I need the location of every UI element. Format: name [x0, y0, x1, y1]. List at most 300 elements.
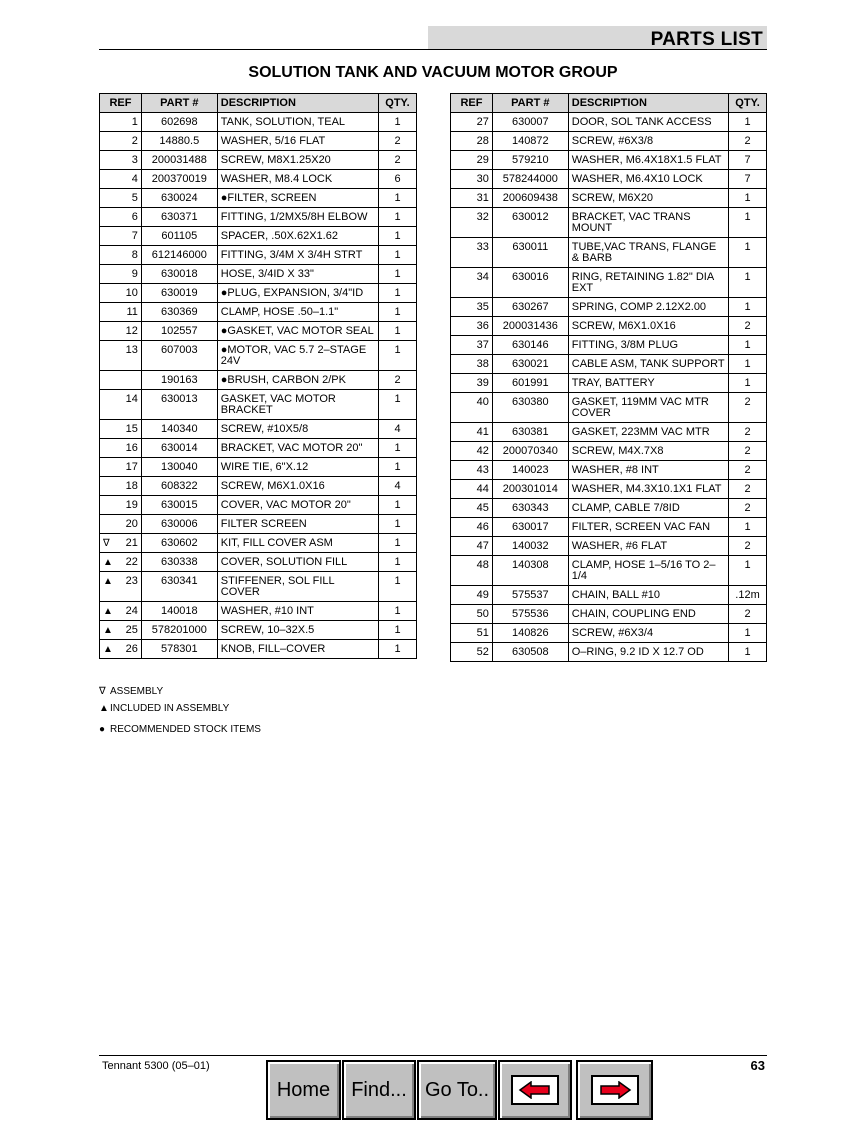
page-number: 63	[750, 1058, 765, 1073]
ref-cell: ▲ 22	[100, 553, 142, 572]
assembly-symbol-icon: ∇	[103, 538, 110, 549]
table-row	[451, 336, 767, 355]
description-cell: SPACER, .50X.62X1.62	[217, 227, 378, 246]
description-cell: ●PLUG, EXPANSION, 3/4"ID	[217, 284, 378, 303]
qty-cell: 1	[379, 322, 417, 341]
ref-cell: 49	[451, 586, 493, 605]
legend-item-stock: ● RECOMMENDED STOCK ITEMS	[99, 724, 261, 735]
ref-cell: 13	[100, 341, 142, 371]
part-cell: 630602	[141, 534, 217, 553]
ref-cell: 15	[100, 420, 142, 439]
part-cell: 578301	[141, 640, 217, 659]
ref-cell	[100, 371, 142, 390]
table-row	[100, 602, 417, 621]
part-cell: 602698	[141, 113, 217, 132]
part-cell: 630338	[141, 553, 217, 572]
table-row	[451, 298, 767, 317]
ref-cell: 36	[451, 317, 493, 336]
part-cell: 630380	[492, 393, 568, 423]
ref-cell: 7	[100, 227, 142, 246]
part-cell: 630267	[492, 298, 568, 317]
ref-cell: 38	[451, 355, 493, 374]
table-row	[100, 371, 417, 390]
qty-cell: 1	[379, 189, 417, 208]
qty-cell: 2	[729, 393, 767, 423]
table-row	[451, 189, 767, 208]
ref-cell: 30	[451, 170, 493, 189]
qty-cell: 1	[379, 439, 417, 458]
description-cell: ●BRUSH, CARBON 2/PK	[217, 371, 378, 390]
part-cell: 612146000	[141, 246, 217, 265]
qty-cell: 1	[729, 624, 767, 643]
table-row	[100, 458, 417, 477]
col-qty: QTY.	[379, 94, 417, 113]
page-title: SOLUTION TANK AND VACUUM MOTOR GROUP	[248, 64, 618, 81]
description-cell: WASHER, M4.3X10.1X1 FLAT	[568, 480, 728, 499]
table-row	[451, 317, 767, 336]
description-cell: WASHER, #8 INT	[568, 461, 728, 480]
right-arrow-icon	[591, 1075, 639, 1105]
qty-cell: 2	[729, 132, 767, 151]
description-cell: FITTING, 3/8M PLUG	[568, 336, 728, 355]
part-cell: 630508	[492, 643, 568, 662]
part-cell: 140340	[141, 420, 217, 439]
part-cell: 140023	[492, 461, 568, 480]
qty-cell: 2	[379, 132, 417, 151]
description-cell: WASHER, M8.4 LOCK	[217, 170, 378, 189]
part-cell: 200031436	[492, 317, 568, 336]
description-cell: KNOB, FILL–COVER	[217, 640, 378, 659]
triangle-icon: ▲	[103, 606, 113, 617]
part-cell: 601105	[141, 227, 217, 246]
part-cell: 579210	[492, 151, 568, 170]
qty-cell: 1	[729, 374, 767, 393]
ref-cell: 1	[100, 113, 142, 132]
part-cell: 630017	[492, 518, 568, 537]
description-cell: GASKET, VAC MOTOR BRACKET	[217, 390, 378, 420]
ref-cell: 37	[451, 336, 493, 355]
ref-cell: 43	[451, 461, 493, 480]
triangle-icon: ▲	[103, 644, 113, 655]
description-cell: KIT, FILL COVER ASM	[217, 534, 378, 553]
qty-cell: .12m	[729, 586, 767, 605]
table-row	[451, 355, 767, 374]
qty-cell: 1	[729, 518, 767, 537]
table-row	[451, 537, 767, 556]
legend-item-assembly: ∇ ASSEMBLY	[99, 686, 164, 697]
part-cell: 200031488	[141, 151, 217, 170]
header-title: PARTS LIST	[650, 29, 763, 50]
part-cell: 578244000	[492, 170, 568, 189]
table-row	[451, 208, 767, 238]
table-row	[100, 439, 417, 458]
table-row	[100, 621, 417, 640]
ref-cell: 42	[451, 442, 493, 461]
qty-cell: 1	[379, 602, 417, 621]
ref-cell: 32	[451, 208, 493, 238]
table-row	[451, 442, 767, 461]
qty-cell: 1	[379, 246, 417, 265]
ref-cell: ∇ 21	[100, 534, 142, 553]
description-cell: WASHER, M6.4X18X1.5 FLAT	[568, 151, 728, 170]
footer-doc: Tennant 5300 (05–01)	[102, 1060, 210, 1072]
table-row	[100, 132, 417, 151]
description-cell: TRAY, BATTERY	[568, 374, 728, 393]
table-row	[100, 322, 417, 341]
description-cell: SCREW, M8X1.25X20	[217, 151, 378, 170]
description-cell: RING, RETAINING 1.82" DIA EXT	[568, 268, 728, 298]
description-cell: HOSE, 3/4ID X 33"	[217, 265, 378, 284]
description-cell: SCREW, 10–32X.5	[217, 621, 378, 640]
description-cell: WIRE TIE, 6"X.12	[217, 458, 378, 477]
table-header-row	[100, 94, 417, 113]
ref-cell: 17	[100, 458, 142, 477]
qty-cell: 1	[729, 208, 767, 238]
ref-cell: ▲ 25	[100, 621, 142, 640]
goto-button[interactable]: Go To..	[417, 1060, 497, 1120]
ref-cell: 34	[451, 268, 493, 298]
ref-cell: 46	[451, 518, 493, 537]
part-cell: 14880.5	[141, 132, 217, 151]
part-cell: 630006	[141, 515, 217, 534]
ref-cell: 12	[100, 322, 142, 341]
col-description: DESCRIPTION	[217, 94, 378, 113]
ref-cell: 8	[100, 246, 142, 265]
qty-cell: 1	[729, 238, 767, 268]
table-row	[451, 374, 767, 393]
table-row	[100, 534, 417, 553]
ref-cell: 18	[100, 477, 142, 496]
qty-cell: 7	[729, 151, 767, 170]
description-cell: BRACKET, VAC MOTOR 20"	[217, 439, 378, 458]
table-row	[100, 170, 417, 189]
table-row	[100, 227, 417, 246]
qty-cell: 2	[729, 537, 767, 556]
description-cell: SCREW, M4X.7X8	[568, 442, 728, 461]
qty-cell: 1	[379, 341, 417, 371]
table-row	[100, 420, 417, 439]
ref-cell: 51	[451, 624, 493, 643]
part-cell: 630011	[492, 238, 568, 268]
description-cell: BRACKET, VAC TRANS MOUNT	[568, 208, 728, 238]
left-arrow-icon	[511, 1075, 559, 1105]
qty-cell: 2	[729, 442, 767, 461]
table-row	[451, 170, 767, 189]
description-cell: ●GASKET, VAC MOTOR SEAL	[217, 322, 378, 341]
bullet-icon: ●	[99, 724, 106, 735]
ref-cell: 16	[100, 439, 142, 458]
qty-cell: 1	[379, 390, 417, 420]
description-cell: TANK, SOLUTION, TEAL	[217, 113, 378, 132]
col-ref: REF	[100, 94, 142, 113]
previous-page-button[interactable]	[498, 1060, 572, 1120]
part-cell: 200609438	[492, 189, 568, 208]
table-row	[100, 477, 417, 496]
table-row	[451, 238, 767, 268]
description-cell: FILTER, SCREEN VAC FAN	[568, 518, 728, 537]
ref-cell: 19	[100, 496, 142, 515]
description-cell: CHAIN, BALL #10	[568, 586, 728, 605]
legend-item-included: ▲INCLUDED IN ASSEMBLY	[99, 703, 230, 714]
part-cell: 200301014	[492, 480, 568, 499]
col-part: PART #	[141, 94, 217, 113]
qty-cell: 1	[379, 515, 417, 534]
part-cell: 200370019	[141, 170, 217, 189]
ref-cell: ▲ 23	[100, 572, 142, 602]
table-row	[451, 605, 767, 624]
part-cell: 608322	[141, 477, 217, 496]
table-row	[100, 246, 417, 265]
part-cell: 575537	[492, 586, 568, 605]
qty-cell: 2	[379, 371, 417, 390]
ref-cell: 50	[451, 605, 493, 624]
part-cell: 200070340	[492, 442, 568, 461]
part-cell: 630024	[141, 189, 217, 208]
part-cell: 102557	[141, 322, 217, 341]
part-cell: 630021	[492, 355, 568, 374]
col-part: PART #	[492, 94, 568, 113]
parts-table-right	[450, 93, 767, 662]
table-row	[100, 208, 417, 227]
table-row	[451, 113, 767, 132]
description-cell: CLAMP, HOSE .50–1.1"	[217, 303, 378, 322]
ref-cell: 31	[451, 189, 493, 208]
triangle-icon: ▲	[99, 703, 109, 714]
qty-cell: 1	[379, 621, 417, 640]
description-cell: SPRING, COMP 2.12X2.00	[568, 298, 728, 317]
ref-cell: 45	[451, 499, 493, 518]
qty-cell: 1	[729, 336, 767, 355]
table-row	[100, 572, 417, 602]
footer-rule	[99, 1055, 767, 1056]
qty-cell: 4	[379, 477, 417, 496]
ref-cell: ▲ 26	[100, 640, 142, 659]
description-cell: CHAIN, COUPLING END	[568, 605, 728, 624]
table-header-row	[451, 94, 767, 113]
description-cell: GASKET, 223MM VAC MTR	[568, 423, 728, 442]
part-cell: 630018	[141, 265, 217, 284]
qty-cell: 1	[379, 572, 417, 602]
col-description: DESCRIPTION	[568, 94, 728, 113]
description-cell: SCREW, #6X3/8	[568, 132, 728, 151]
part-cell: 630369	[141, 303, 217, 322]
qty-cell: 1	[379, 640, 417, 659]
table-row	[451, 643, 767, 662]
table-row	[100, 303, 417, 322]
part-cell: 630013	[141, 390, 217, 420]
col-ref: REF	[451, 94, 493, 113]
assembly-symbol-icon: ∇	[99, 686, 106, 697]
qty-cell: 1	[379, 553, 417, 572]
table-row	[100, 265, 417, 284]
ref-cell: 48	[451, 556, 493, 586]
qty-cell: 1	[379, 284, 417, 303]
description-cell: GASKET, 119MM VAC MTR COVER	[568, 393, 728, 423]
part-cell: 140032	[492, 537, 568, 556]
part-cell: 630014	[141, 439, 217, 458]
part-cell: 601991	[492, 374, 568, 393]
qty-cell: 1	[379, 496, 417, 515]
home-button[interactable]: Home	[266, 1060, 341, 1120]
next-page-button[interactable]	[576, 1060, 653, 1120]
ref-cell: 29	[451, 151, 493, 170]
table-row	[451, 268, 767, 298]
part-cell: 578201000	[141, 621, 217, 640]
triangle-icon: ▲	[103, 557, 113, 568]
ref-cell: 41	[451, 423, 493, 442]
description-cell: CLAMP, HOSE 1–5/16 TO 2–1/4	[568, 556, 728, 586]
table-row	[100, 553, 417, 572]
table-row	[100, 151, 417, 170]
description-cell: FILTER SCREEN	[217, 515, 378, 534]
part-cell: 630341	[141, 572, 217, 602]
ref-cell: 6	[100, 208, 142, 227]
part-cell: 140872	[492, 132, 568, 151]
table-row	[100, 496, 417, 515]
qty-cell: 4	[379, 420, 417, 439]
qty-cell: 1	[729, 298, 767, 317]
part-cell: 607003	[141, 341, 217, 371]
qty-cell: 1	[379, 208, 417, 227]
qty-cell: 1	[729, 113, 767, 132]
table-row	[451, 151, 767, 170]
ref-cell: 40	[451, 393, 493, 423]
qty-cell: 2	[729, 605, 767, 624]
table-row	[100, 284, 417, 303]
table-row	[451, 480, 767, 499]
qty-cell: 1	[379, 113, 417, 132]
table-row	[451, 393, 767, 423]
qty-cell: 1	[729, 556, 767, 586]
ref-cell: 5	[100, 189, 142, 208]
description-cell: SCREW, M6X20	[568, 189, 728, 208]
table-row	[100, 640, 417, 659]
ref-cell: 4	[100, 170, 142, 189]
table-row	[451, 461, 767, 480]
table-row	[451, 624, 767, 643]
table-row	[451, 423, 767, 442]
find-button[interactable]: Find...	[342, 1060, 416, 1120]
description-cell: COVER, VAC MOTOR 20"	[217, 496, 378, 515]
part-cell: 630007	[492, 113, 568, 132]
ref-cell: 47	[451, 537, 493, 556]
description-cell: FITTING, 3/4M X 3/4H STRT	[217, 246, 378, 265]
part-cell: 630146	[492, 336, 568, 355]
description-cell: SCREW, M6X1.0X16	[217, 477, 378, 496]
triangle-icon: ▲	[103, 576, 113, 587]
part-cell: 130040	[141, 458, 217, 477]
part-cell: 190163	[141, 371, 217, 390]
part-cell: 630012	[492, 208, 568, 238]
part-cell: 630381	[492, 423, 568, 442]
table-row	[100, 113, 417, 132]
description-cell: WASHER, 5/16 FLAT	[217, 132, 378, 151]
qty-cell: 1	[729, 189, 767, 208]
table-row	[451, 499, 767, 518]
part-cell: 630016	[492, 268, 568, 298]
part-cell: 630019	[141, 284, 217, 303]
part-cell: 140826	[492, 624, 568, 643]
description-cell: COVER, SOLUTION FILL	[217, 553, 378, 572]
qty-cell: 1	[729, 268, 767, 298]
description-cell: TUBE,VAC TRANS, FLANGE & BARB	[568, 238, 728, 268]
table-row	[451, 132, 767, 151]
description-cell: STIFFENER, SOL FILL COVER	[217, 572, 378, 602]
table-row	[451, 556, 767, 586]
ref-cell: 39	[451, 374, 493, 393]
description-cell: FITTING, 1/2MX5/8H ELBOW	[217, 208, 378, 227]
qty-cell: 1	[729, 355, 767, 374]
ref-cell: 9	[100, 265, 142, 284]
part-cell: 140308	[492, 556, 568, 586]
ref-cell: 11	[100, 303, 142, 322]
col-qty: QTY.	[729, 94, 767, 113]
description-cell: SCREW, M6X1.0X16	[568, 317, 728, 336]
table-row	[100, 189, 417, 208]
part-cell: 630371	[141, 208, 217, 227]
qty-cell: 2	[729, 461, 767, 480]
qty-cell: 1	[729, 643, 767, 662]
ref-cell: 20	[100, 515, 142, 534]
header-rule	[99, 49, 767, 50]
description-cell: WASHER, #10 INT	[217, 602, 378, 621]
table-row	[100, 341, 417, 371]
qty-cell: 1	[379, 458, 417, 477]
ref-cell: 27	[451, 113, 493, 132]
table-row	[100, 390, 417, 420]
description-cell: WASHER, #6 FLAT	[568, 537, 728, 556]
ref-cell: 28	[451, 132, 493, 151]
qty-cell: 2	[379, 151, 417, 170]
qty-cell: 1	[379, 265, 417, 284]
qty-cell: 2	[729, 423, 767, 442]
description-cell: SCREW, #10X5/8	[217, 420, 378, 439]
qty-cell: 2	[729, 480, 767, 499]
triangle-icon: ▲	[103, 625, 113, 636]
description-cell: O–RING, 9.2 ID X 12.7 OD	[568, 643, 728, 662]
description-cell: ●MOTOR, VAC 5.7 2–STAGE 24V	[217, 341, 378, 371]
ref-cell: 10	[100, 284, 142, 303]
description-cell: SCREW, #6X3/4	[568, 624, 728, 643]
ref-cell: 44	[451, 480, 493, 499]
ref-cell: ▲ 24	[100, 602, 142, 621]
part-cell: 630343	[492, 499, 568, 518]
part-cell: 575536	[492, 605, 568, 624]
qty-cell: 1	[379, 534, 417, 553]
qty-cell: 7	[729, 170, 767, 189]
part-cell: 140018	[141, 602, 217, 621]
qty-cell: 6	[379, 170, 417, 189]
ref-cell: 33	[451, 238, 493, 268]
ref-cell: 3	[100, 151, 142, 170]
description-cell: CABLE ASM, TANK SUPPORT	[568, 355, 728, 374]
part-cell: 630015	[141, 496, 217, 515]
table-row	[451, 518, 767, 537]
qty-cell: 2	[729, 499, 767, 518]
table-row	[451, 586, 767, 605]
table-row	[100, 515, 417, 534]
description-cell: ●FILTER, SCREEN	[217, 189, 378, 208]
description-cell: WASHER, M6.4X10 LOCK	[568, 170, 728, 189]
ref-cell: 14	[100, 390, 142, 420]
description-cell: CLAMP, CABLE 7/8ID	[568, 499, 728, 518]
legend	[99, 686, 261, 736]
qty-cell: 1	[379, 227, 417, 246]
ref-cell: 2	[100, 132, 142, 151]
ref-cell: 52	[451, 643, 493, 662]
parts-table-left	[99, 93, 417, 659]
ref-cell: 35	[451, 298, 493, 317]
